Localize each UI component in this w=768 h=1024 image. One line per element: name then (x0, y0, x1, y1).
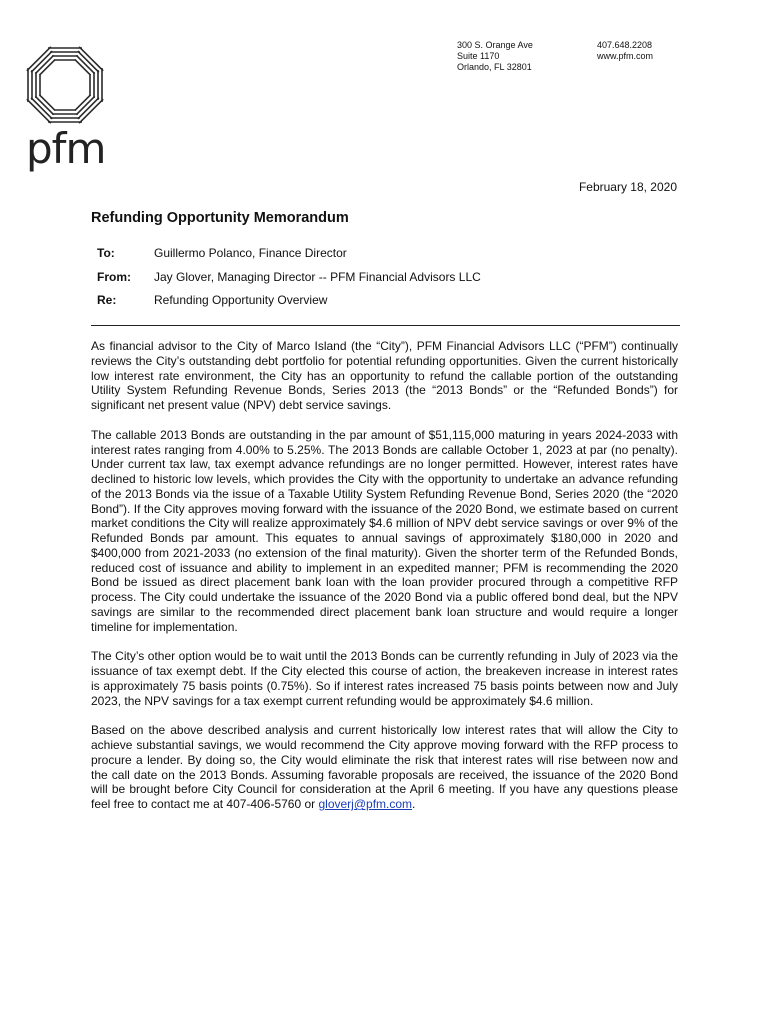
pfm-logo (20, 40, 110, 180)
address-line-3: Orlando, FL 32801 (457, 62, 532, 72)
paragraph-4-end: . (412, 797, 416, 811)
paragraph-3: The City’s other option would be to wait until the 2013 Bonds can be currently refunding in July of 2023 via the issuance of tax exempt debt. If the City elected this course of action, the breakeven increase in interest rates is approximately 75 basis points (0.75%). So if interest rates increased 75 basis points between now and July 2023, the NPV savings for a tax exempt current refunding would be approximately $4.6 million. (91, 649, 678, 708)
from-label: From: (97, 270, 131, 284)
paragraph-1: As financial advisor to the City of Marco Island (the “City”), PFM Financial Advisors LLC (“PFM”) continually reviews the City’s outstanding debt portfolio for potential refunding opportunities. Given the current historically low interest rate environment, the City has an opportunity to refund the callable portion of the outstanding Utility System Refunding Revenue Bonds, Series 2013 (the “2013 Bonds” or the “Refunded Bonds”) for significant net present value (NPV) debt service savings. (91, 339, 678, 412)
re-label: Re: (97, 293, 117, 307)
website: www.pfm.com (597, 51, 654, 61)
logo-wordmark: pfm (26, 124, 106, 173)
header-divider (91, 325, 680, 326)
phone-number: 407.648.2208 (597, 40, 653, 50)
pfm-logo-mark-icon (20, 40, 110, 130)
re-value: Refunding Opportunity Overview (154, 293, 328, 307)
paragraph-2: The callable 2013 Bonds are outstanding in the par amount of $51,115,000 maturing in years 2024-2033 with interest rates ranging from 4.00% to 5.25%. The 2013 Bonds are callable October 1, 2023 at par (no penalty). Under current tax law, tax exempt advance refundings are no longer permitted. However, interest rates have declined to historic low levels, which provides the City with the opportunity to undertake an advance refunding of the 2013 Bonds via the issue of a Taxable Utility System Refunding Revenue Bond, Series 2020 (the “2020 Bond”). If the City approves moving forward with the issuance of the 2020 Bond, we estimate based on current market conditions the City will realize approximately $4.6 million of NPV debt service savings or over 9% of the Refunded Bonds par amount. This equates to annual savings of approximately $180,000 in 2020 and $400,000 from 2021-2033 (no extension of the final maturity). Given the shorter term of the Refunded Bonds, reduced cost of issuance and ability to implement in an expedited manner; PFM is recommending the 2020 Bond be issued as direct placement bank loan with the loan provider procured through a competitive RFP process. The City could undertake the issuance of the 2020 Bond via a public offered bond deal, but the NPV savings are similar to the recommended direct placement bank loan structure and would require a longer timeline for implementation. (91, 427, 678, 634)
to-label: To: (97, 246, 115, 260)
paragraph-4 (91, 723, 678, 812)
to-value: Guillermo Polanco, Finance Director (154, 246, 347, 260)
office-address (457, 40, 533, 73)
memo-title: Refunding Opportunity Memorandum (91, 210, 349, 226)
memo-date: February 18, 2020 (578, 180, 677, 194)
paragraph-4-text: Based on the above described analysis and current historically low interest rates that will allow the City to achieve substantial savings, we would recommend the City approve moving forward with the RFP process to procure a lender. By doing so, the City would eliminate the risk that interest rates will rise between now and the call date on the 2013 Bonds. Assuming favorable proposals are received, the issuance of the 2020 Bond will be brought before City Council for consideration at the April 6 meeting. If you have any questions please feel free to contact me at 407-406-5760 or (91, 723, 678, 811)
email-link[interactable]: gloverj@pfm.com (318, 797, 413, 811)
office-contact (597, 40, 653, 62)
from-value: Jay Glover, Managing Director -- PFM Financial Advisors LLC (154, 270, 481, 284)
address-line-2: Suite 1170 (457, 51, 500, 61)
memo-body (91, 339, 678, 827)
address-line-1: 300 S. Orange Ave (457, 40, 533, 50)
